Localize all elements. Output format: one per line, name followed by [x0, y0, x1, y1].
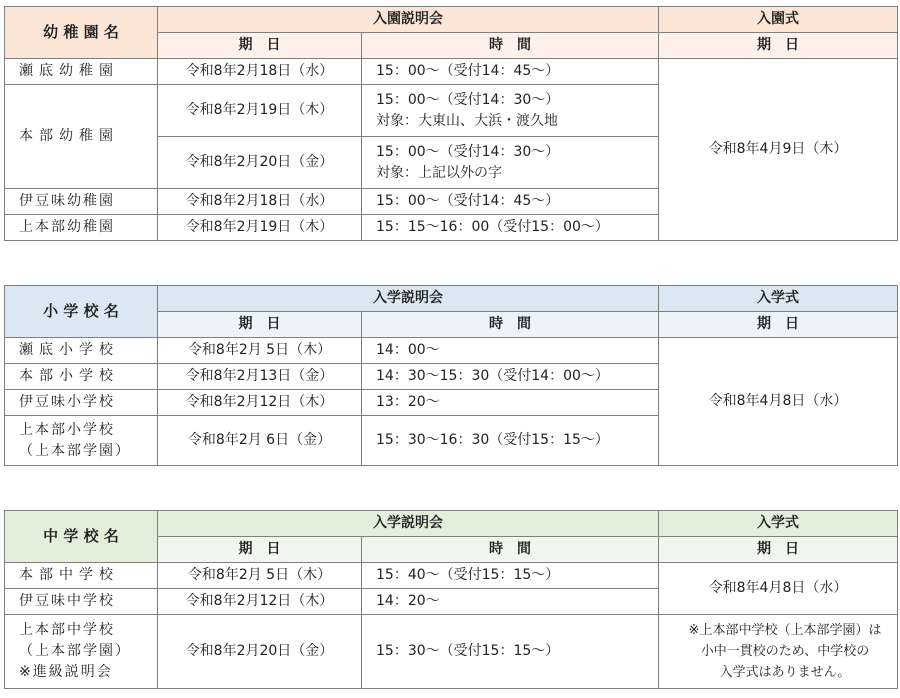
session-time: 15：00～（受付14：30～）: [376, 143, 560, 160]
session-time: 15：00～（受付14：45～）: [362, 189, 659, 215]
session-time: 13：20～: [362, 390, 659, 416]
school-name: 伊豆味幼稚園: [5, 189, 158, 215]
ceremony-note-line: ※上本部中学校（上本部学園）は: [688, 623, 882, 638]
time-header: 時 間: [362, 537, 659, 563]
junior-high-schedule-table: [4, 510, 898, 689]
session-date: 令和8年2月 5日（木）: [158, 563, 362, 589]
session-time: 15：30～（受付15：15～）: [362, 615, 659, 689]
enrollment-ceremony-header: 入園式: [659, 7, 898, 33]
session-time: 15：30～16：30（受付15：15～）: [362, 416, 659, 466]
date-header: 期 日: [158, 33, 362, 59]
school-name: 上本部中学校: [19, 622, 115, 638]
table-row: [5, 59, 898, 85]
school-name: 上本部小学校: [19, 421, 115, 438]
session-date: 令和8年2月19日（木）: [158, 85, 362, 137]
ceremony-note-line: 入学式はありません。: [719, 665, 851, 680]
session-target: 対象：上記以外の字: [376, 164, 502, 181]
junior-high-name-header: 中 学 校 名: [5, 511, 158, 563]
session-time: 15：00～（受付14：30～）: [376, 91, 560, 108]
school-subname: （上本部学園）: [19, 643, 131, 659]
school-name-cell: [5, 416, 158, 466]
table-row: [5, 615, 898, 689]
school-name: 上本部幼稚園: [5, 215, 158, 241]
session-time: 14：20～: [362, 589, 659, 615]
session-time: 14：30～15：30（受付14：00～）: [362, 364, 659, 390]
school-name: 瀬底幼稚園: [5, 59, 158, 85]
enrollment-session-header: 入園説明会: [158, 7, 659, 33]
table-row: [5, 563, 898, 589]
session-time: 15：00～（受付14：45～）: [362, 59, 659, 85]
date-header: 期 日: [158, 312, 362, 338]
time-header: 時 間: [362, 312, 659, 338]
session-time-cell: [362, 137, 659, 189]
school-name-cell: [5, 615, 158, 689]
school-name: 本部幼稚園: [5, 85, 158, 189]
session-date: 令和8年2月 6日（金）: [158, 416, 362, 466]
session-time: 14：00～: [362, 338, 659, 364]
ceremony-date: 令和8年4月8日（水）: [659, 338, 898, 466]
session-date: 令和8年2月 5日（木）: [158, 338, 362, 364]
ceremony-date-header: 期 日: [659, 33, 898, 59]
ceremony-note-line: 小中一貫校のため、中学校の: [700, 644, 870, 659]
date-header: 期 日: [158, 537, 362, 563]
kindergarten-schedule-table: [4, 6, 898, 241]
session-date: 令和8年2月18日（水）: [158, 189, 362, 215]
session-time: 15：40～（受付15：15～）: [362, 563, 659, 589]
admission-session-header: 入学説明会: [158, 511, 659, 537]
school-name: 本部中学校: [5, 563, 158, 589]
session-time-cell: [362, 85, 659, 137]
ceremony-date: 令和8年4月9日（木）: [659, 59, 898, 241]
school-note: ※進級説明会: [19, 664, 113, 680]
session-date: 令和8年2月13日（金）: [158, 364, 362, 390]
ceremony-date: 令和8年4月8日（水）: [659, 563, 898, 615]
school-subname: （上本部学園）: [19, 442, 131, 459]
session-date: 令和8年2月12日（木）: [158, 390, 362, 416]
admission-ceremony-header: 入学式: [659, 511, 898, 537]
kindergarten-name-header: 幼 稚 園 名: [5, 7, 158, 59]
ceremony-date-header: 期 日: [659, 537, 898, 563]
ceremony-date-header: 期 日: [659, 312, 898, 338]
admission-session-header: 入学説明会: [158, 286, 659, 312]
ceremony-note: [659, 615, 898, 689]
session-date: 令和8年2月20日（金）: [158, 615, 362, 689]
session-date: 令和8年2月19日（木）: [158, 215, 362, 241]
session-date: 令和8年2月20日（金）: [158, 137, 362, 189]
table-row: [5, 338, 898, 364]
admission-ceremony-header: 入学式: [659, 286, 898, 312]
session-date: 令和8年2月18日（水）: [158, 59, 362, 85]
session-target: 対象：大東山、大浜・渡久地: [376, 112, 558, 129]
school-name: 伊豆味小学校: [5, 390, 158, 416]
session-time: 15：15～16：00（受付15：00～）: [362, 215, 659, 241]
school-name: 本部小学校: [5, 364, 158, 390]
elementary-name-header: 小 学 校 名: [5, 286, 158, 338]
school-name: 瀬底小学校: [5, 338, 158, 364]
time-header: 時 間: [362, 33, 659, 59]
elementary-schedule-table: [4, 285, 898, 466]
session-date: 令和8年2月12日（木）: [158, 589, 362, 615]
school-name: 伊豆味中学校: [5, 589, 158, 615]
